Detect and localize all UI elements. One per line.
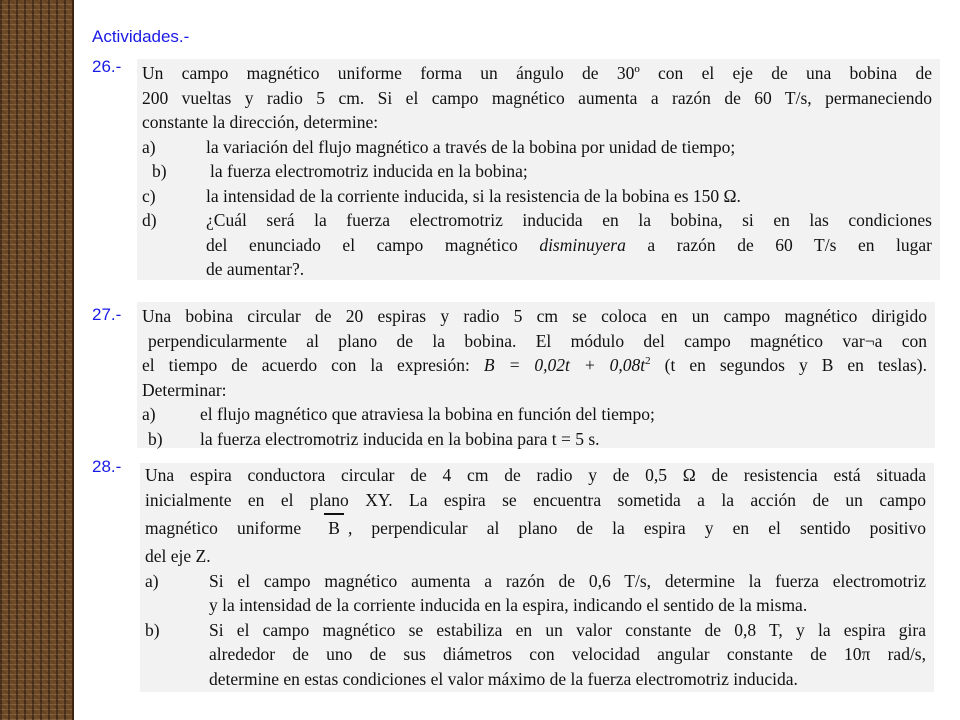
problem-27-number: 27.- bbox=[92, 305, 122, 324]
problem-26-item-d bbox=[142, 208, 932, 233]
problem-27-line-3 bbox=[142, 353, 927, 378]
item-label: c) bbox=[142, 185, 156, 206]
page-heading: Actividades.- bbox=[92, 27, 190, 46]
item-text: la fuerza electromotriz inducida en la bobina; bbox=[210, 161, 528, 181]
problem-28-item-a bbox=[145, 569, 926, 594]
line-text: el tiempo de acuerdo con la expresión: bbox=[142, 355, 470, 375]
item-label: a) bbox=[145, 570, 159, 591]
line-text: , perpendicular al plano de la espira y en el sentido positivo bbox=[347, 518, 927, 538]
item-label: a) bbox=[142, 404, 156, 424]
problem-26-box bbox=[137, 59, 940, 280]
problem-26-item-d-end: de aumentar?. bbox=[206, 259, 305, 279]
item-label: b) bbox=[145, 619, 160, 640]
problem-27-item-b bbox=[142, 427, 927, 452]
formula-exponent: 2 bbox=[645, 355, 651, 368]
problem-28-line-2: inicialmente en el plano XY. La espira se encuentra sometida a la acción de un campo bbox=[145, 489, 926, 510]
line-text: (t en segundos y B en teslas). bbox=[664, 355, 927, 375]
problem-27-item-a bbox=[142, 402, 927, 427]
item-text: la variación del flujo magnético a través de la bobina por unidad de tiempo; bbox=[206, 136, 736, 157]
item-label: d) bbox=[142, 210, 157, 230]
wood-sidebar bbox=[0, 0, 72, 720]
item-text: la fuerza electromotriz inducida en la bobina para t = 5 s. bbox=[200, 428, 600, 449]
problem-27-line-2: perpendicularmente al plano de la bobina. El módulo del campo magnético var¬a con bbox=[148, 330, 927, 351]
problem-28-item-b bbox=[145, 618, 926, 643]
item-label: b) bbox=[152, 161, 167, 181]
problem-26-item-d-cont bbox=[142, 233, 932, 258]
problem-27-line-1: Una bobina circular de 20 espiras y radio 5 cm se coloca en un campo magnético dirigido bbox=[142, 306, 927, 326]
problem-26-item-a bbox=[142, 135, 932, 160]
problem-28-item-b-cont-1: alrededor de uno de sus diámetros con velocidad angular constante de 10π rad/s, bbox=[209, 644, 926, 664]
sidebar-edge bbox=[72, 0, 74, 720]
problem-26-line-3: constante la dirección, determine: bbox=[142, 112, 379, 132]
item-text: el flujo magnético que atraviesa la bobina en función del tiempo; bbox=[200, 404, 655, 424]
line-text: magnético uniforme bbox=[145, 518, 302, 538]
problem-28-number: 28.- bbox=[92, 457, 122, 476]
item-text: del enunciado el campo magnético bbox=[206, 234, 518, 255]
problem-27-box bbox=[137, 302, 935, 448]
problem-28-line-1: Una espira conductora circular de 4 cm de radio y de 0,5 Ω de resistencia está situada bbox=[145, 465, 926, 485]
item-text: a razón de 60 T/s en lugar bbox=[647, 234, 933, 255]
item-text: Si el campo magnético aumenta a razón de 0,6 T/s, determine la fuerza electromotriz bbox=[209, 570, 926, 591]
problem-28-item-a-cont: y la intensidad de la corriente inducida en la espira, indicando el sentido de la misma. bbox=[209, 595, 808, 615]
item-text: Si el campo magnético se estabiliza en un valor constante de 0,8 T, y la espira gira bbox=[209, 619, 926, 640]
problem-26-line-2: 200 vueltas y radio 5 cm. Si el campo magnético aumenta a razón de 60 T/s, permaneciendo bbox=[142, 87, 932, 108]
problem-26-item-c bbox=[142, 184, 932, 209]
problem-28-line-3 bbox=[145, 512, 926, 544]
vector-b-symbol: B bbox=[324, 512, 344, 544]
problem-27-line-4: Determinar: bbox=[142, 379, 227, 400]
problem-28-item-b-cont-2: determine en estas condiciones el valor máximo de la fuerza electromotriz inducida. bbox=[209, 668, 798, 689]
problem-26-item-b bbox=[142, 159, 932, 184]
problem-26-line-1: Un campo magnético uniforme forma un ángulo de 30º con el eje de una bobina de bbox=[142, 63, 932, 83]
problem-28-line-4: del eje Z. bbox=[145, 546, 211, 566]
emphasis-text: disminuyera bbox=[539, 234, 626, 255]
item-label: a) bbox=[142, 136, 156, 157]
item-text: la intensidad de la corriente inducida, si la resistencia de la bobina es 150 Ω. bbox=[206, 185, 741, 206]
item-text: ¿Cuál será la fuerza electromotriz inducida en la bobina, si en las condiciones bbox=[206, 210, 932, 230]
item-label: b) bbox=[148, 428, 163, 449]
problem-28-box bbox=[140, 463, 934, 692]
formula: B = 0,02t + 0,08t bbox=[483, 355, 646, 375]
problem-26-number: 26.- bbox=[92, 57, 122, 76]
